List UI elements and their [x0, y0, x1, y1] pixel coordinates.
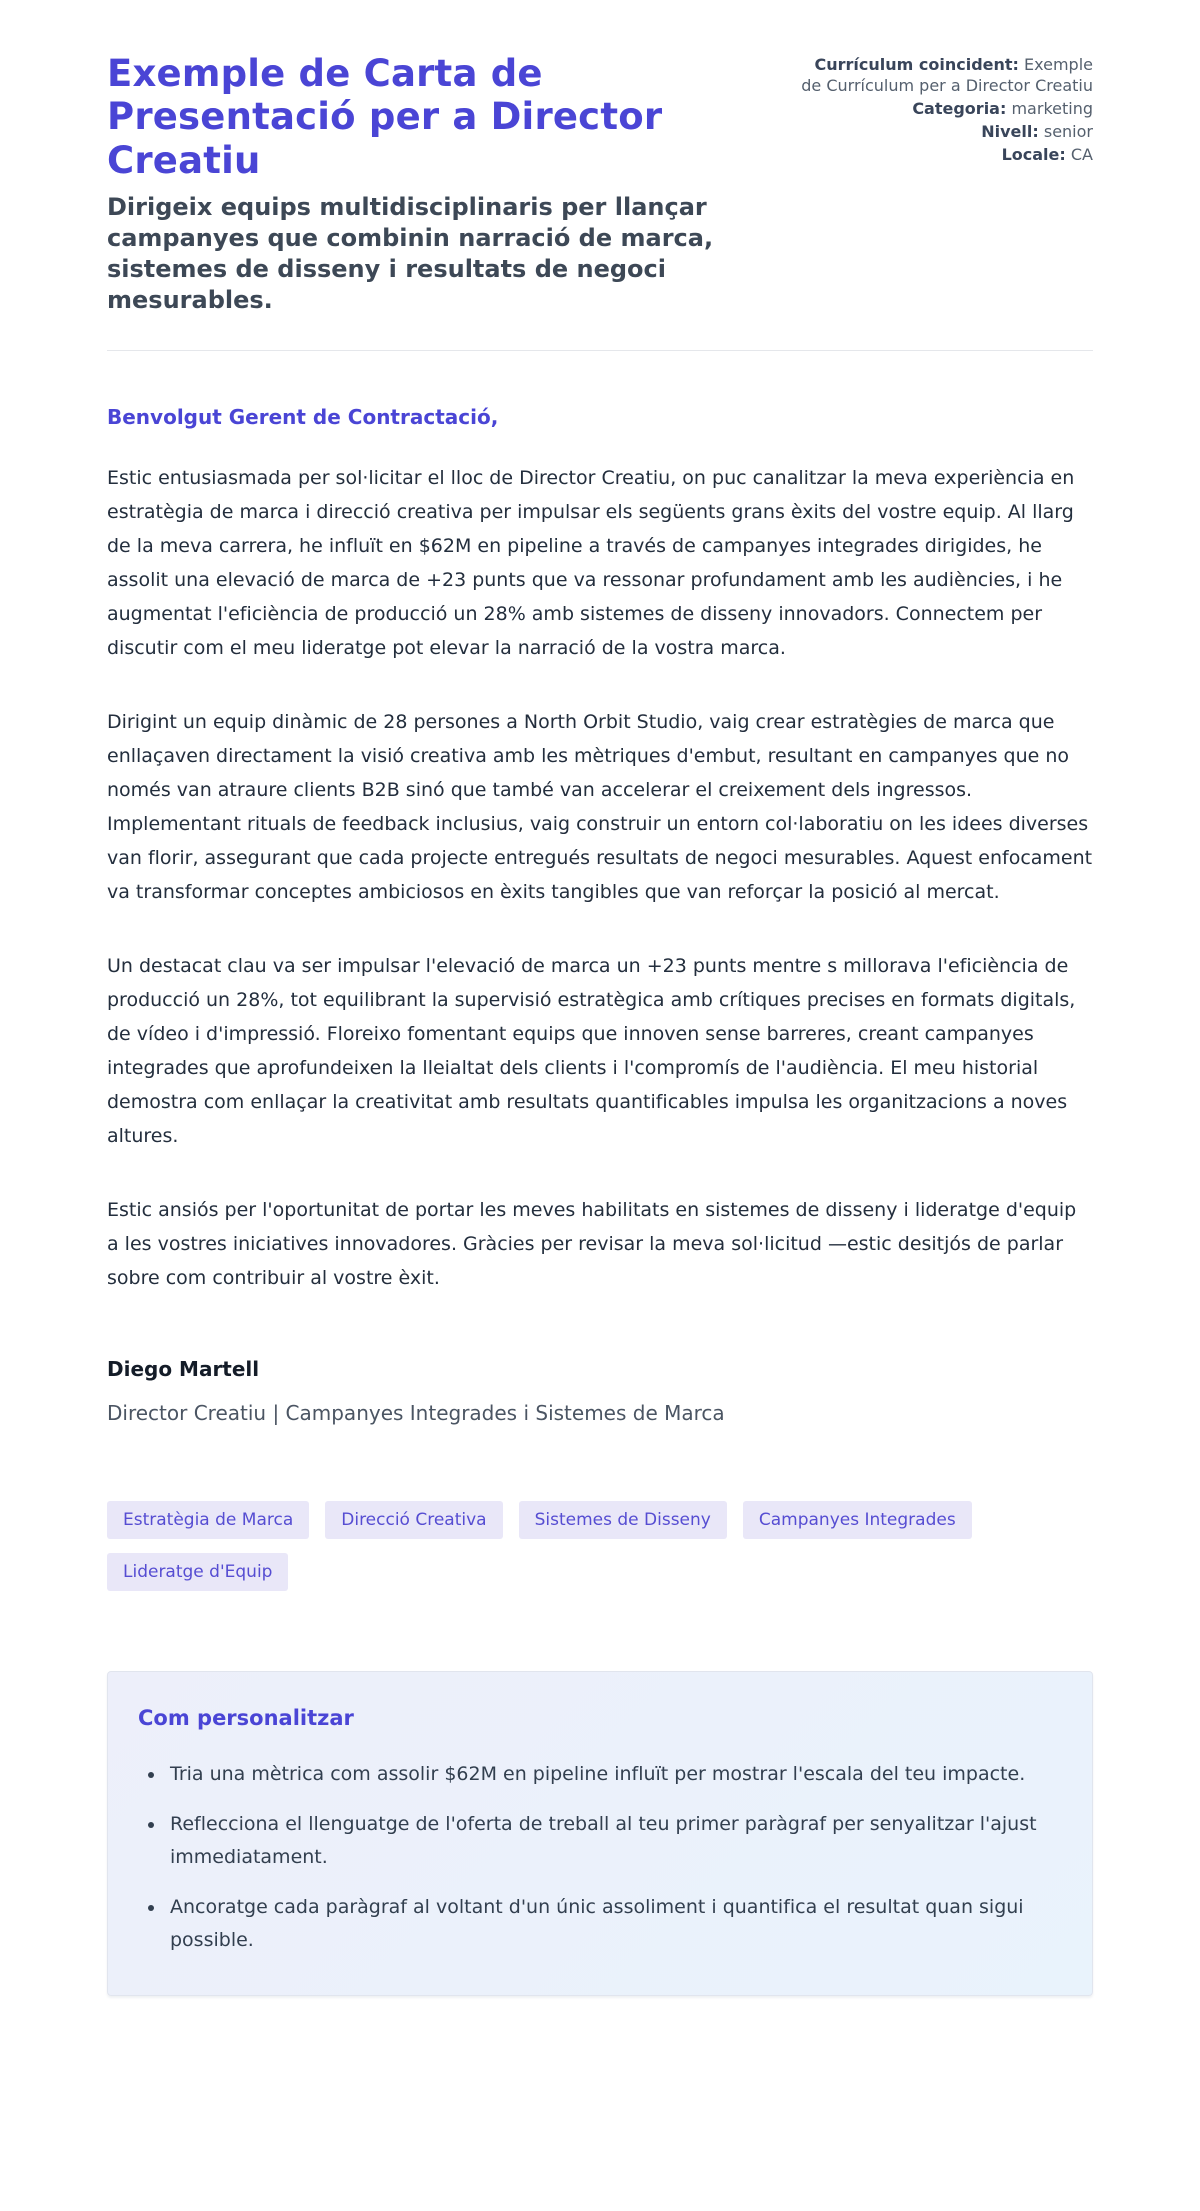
cover-letter-page — [107, 0, 1093, 2060]
skill-tag: Sistemes de Disseny — [519, 1501, 727, 1539]
skill-tag: Lideratge d'Equip — [107, 1553, 288, 1591]
letter-paragraph-3: Un destacat clau va ser impulsar l'elevació de marca un +23 punts mentre s millorava l'eficiència de producció un 28%, tot equilibrant la supervisió estratègica amb crítiques precises en formats digitals, de vídeo i d'impressió. Floreixo fomentant equips que innoven sense barreres, creant campanyes integrades que aprofundeixen la lleialtat dels clients i l'compromís de l'audiència. El meu historial demostra com enllaçar la creativitat amb resultats quantificables impulsa les organitzacions a noves altures. — [107, 954, 1076, 1147]
meta-locale — [793, 144, 1093, 165]
skill-tag: Campanyes Integrades — [743, 1501, 972, 1539]
page-header — [107, 52, 1093, 316]
header-divider — [107, 350, 1093, 351]
meta-matching-resume-label: Currículum coincident: — [814, 55, 1019, 74]
page-subtitle: Dirigeix equips multidisciplinaris per llançar campanyes que combinin narració de marca, sistemes de disseny i resultats de negoci mesurables. — [107, 192, 714, 314]
header-title-block — [107, 52, 757, 316]
signature-role: Director Creatiu | Campanyes Integrades i Sistemes de Marca — [107, 1400, 725, 1425]
tip-item: • Tria una mètrica com assolir $62M en pipeline influït per mostrar l'escala del teu impacte. — [166, 1758, 1054, 1791]
tip-item: • Reflecciona el llenguatge de l'oferta de treball al teu primer paràgraf per senyalitzar l'ajust immediatament. — [166, 1808, 1054, 1874]
tip-item: • Ancoratge cada paràgraf al voltant d'un únic assoliment i quantifica el resultat quan sigui possible. — [166, 1891, 1054, 1957]
skill-tags — [107, 1501, 1007, 1591]
meta-locale-value: CA — [1070, 145, 1093, 165]
letter-paragraph-4: Estic ansiós per l'oportunitat de portar les meves habilitats en sistemes de disseny i lideratge d'equip a les vostres iniciatives innovadores. Gràcies per revisar la meva sol·licitud —estic desitjós de parlar sobre com contribuir al vostre èxit. — [107, 1198, 1077, 1289]
meta-level-label: Nivell: — [981, 122, 1039, 142]
meta-category — [793, 98, 1093, 119]
tips-heading: Com personalitzar — [138, 1705, 354, 1730]
signature-name: Diego Martell — [107, 1356, 260, 1381]
meta-matching-resume — [793, 54, 1093, 96]
skill-tag: Direcció Creativa — [325, 1501, 502, 1539]
meta-level-value: senior — [1043, 122, 1093, 142]
meta-matching-resume-value: Exemple de Currículum per a Director Creatiu — [801, 55, 1093, 96]
letter-greeting: Benvolgut Gerent de Contractació, — [107, 404, 499, 429]
page-title: Exemple de Carta de Presentació per a Director Creatiu — [107, 52, 663, 182]
meta-level — [793, 121, 1093, 142]
meta-locale-label: Locale: — [1001, 145, 1066, 165]
signature-block — [107, 1357, 1093, 1425]
tips-list — [138, 1758, 1054, 1957]
letter-body — [107, 405, 1093, 1295]
skill-tag: Estratègia de Marca — [107, 1501, 309, 1539]
meta-category-label: Categoria: — [912, 99, 1007, 119]
customization-tips-panel — [107, 1671, 1093, 1996]
meta-category-value: marketing — [1011, 99, 1093, 119]
meta-panel — [793, 52, 1093, 168]
letter-paragraph-2: Dirigint un equip dinàmic de 28 persones a North Orbit Studio, vaig crear estratègies de marca que enllaçaven directament la visió creativa amb les mètriques d'embut, resultant en campanyes que no només van atraure clients B2B sinó que també van accelerar el creixement dels ingressos. Implementant rituals de feedback inclusius, vaig construir un entorn col·laboratiu on les idees diverses van florir, assegurant que cada projecte entregués resultats de negoci mesurables. Aquest enfocament va transformar conceptes ambiciosos en èxits tangibles que van reforçar la posició al mercat. — [107, 710, 1093, 903]
letter-paragraph-1: Estic entusiasmada per sol·licitar el lloc de Director Creatiu, on puc canalitzar la meva experiència en estratègia de marca i direcció creativa per impulsar els següents grans èxits del vostre equip. Al llarg de la meva carrera, he influït en $62M en pipeline a través de campanyes integrades dirigides, he assolit una elevació de marca de +23 punts que va ressonar profundament amb les audiències, i he augmentat l'eficiència de producció un 28% amb sistemes de disseny innovadors. Connectem per discutir com el meu lideratge pot elevar la narració de la vostra marca. — [107, 466, 1075, 659]
